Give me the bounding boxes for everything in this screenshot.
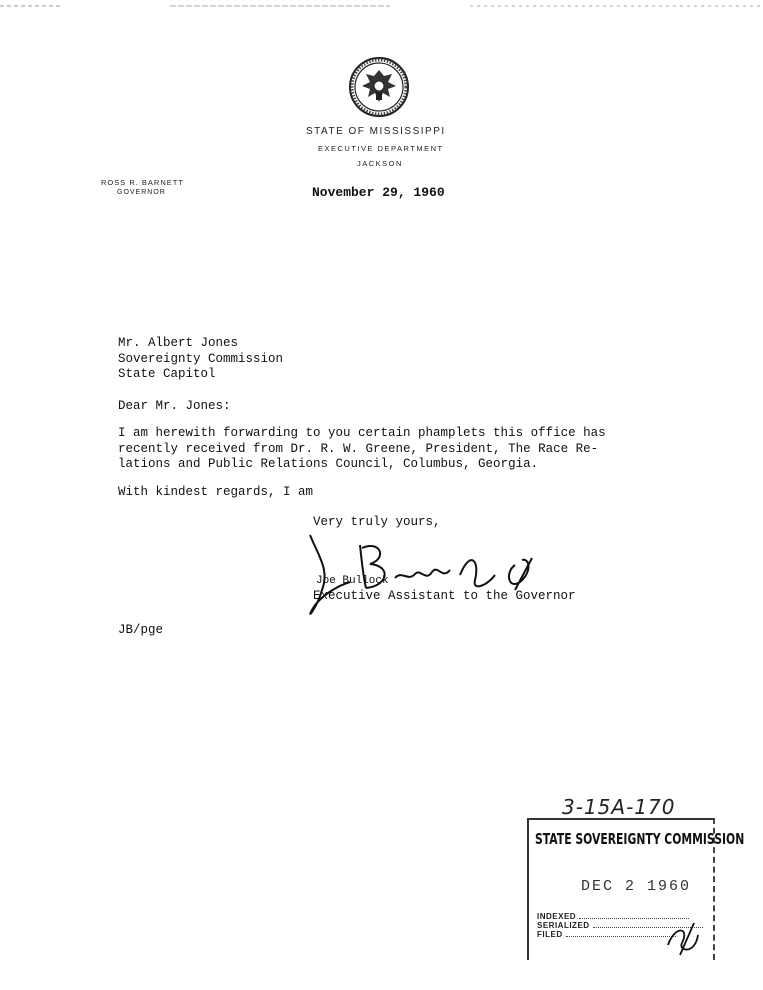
stamp-agency: STATE SOVEREIGNTY COMMISSION [535, 830, 745, 848]
state-seal-icon [348, 56, 410, 118]
letterhead-state: STATE OF MISSISSIPPI [306, 126, 446, 137]
handwritten-signature [300, 530, 550, 625]
letter-date: November 29, 1960 [312, 185, 445, 200]
letter-body [118, 426, 618, 473]
stamp-indexed: INDEXED [537, 912, 689, 921]
governor-title: GOVERNOR [117, 189, 166, 196]
governor-name: ROSS R. BARNETT [101, 178, 184, 187]
signer-name: Joe Bullock [316, 575, 389, 587]
stamp-file-number: 3-15A-170 [562, 795, 676, 819]
recipient-line: State Capitol [118, 367, 216, 381]
recipient-line: Sovereignty Commission [118, 351, 284, 366]
stamp-filed: FILED [537, 930, 676, 939]
recipient-line: Mr. Albert Jones [118, 336, 239, 350]
signer-title: Executive Assistant to the Governor [313, 589, 576, 603]
stamp-handwritten-initials [660, 915, 705, 960]
closing-valediction: Very truly yours, [313, 515, 441, 529]
salutation: Dear Mr. Jones: [118, 399, 231, 413]
body-line: I am herewith forwarding to you certain phamplets this office has [118, 426, 606, 440]
body-line: recently received from Dr. R. W. Greene, President, The Race Re- [118, 441, 599, 456]
letterhead-department: EXECUTIVE DEPARTMENT [318, 144, 444, 153]
stamp-date: DEC 2 1960 [581, 878, 692, 895]
body-line: lations and Public Relations Council, Columbus, Georgia. [118, 457, 539, 471]
stamp-serialized: SERIALIZED [537, 921, 703, 930]
letterhead-city: JACKSON [357, 159, 403, 168]
closing-regards: With kindest regards, I am [118, 485, 314, 499]
recipient-address [118, 336, 283, 383]
scan-artifact-line [0, 4, 763, 8]
typist-initials: JB/pge [118, 623, 164, 637]
